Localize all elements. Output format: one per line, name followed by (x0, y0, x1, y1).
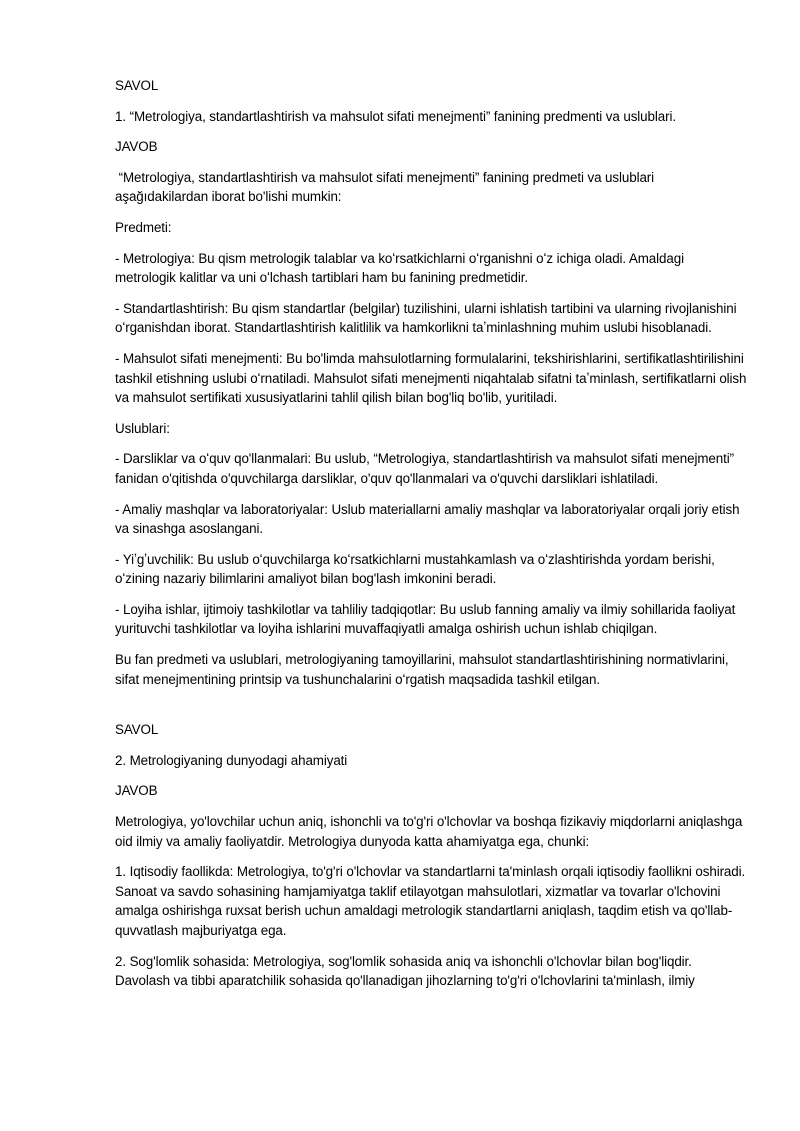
answer-paragraph: 2. Sog'lomlik sohasida: Metrologiya, sog'lomlik sohasida aniq va ishonchli o'lchovlar bilan bog'liqdir. Davolash va tibbi aparatchilik sohasida qo'llanadigan jihozlarning to'g'ri o'lchovlarini ta'minlash, ilmiy (115, 953, 695, 989)
answer-paragraph: Bu fan predmeti va uslublari, metrologiyaning tamoyillarini, mahsulot standartlashtirishining normativlarini, sifat menejmentining printsip va tushunchalarini oʻrgatish maqsadida tashkil etilgan. (115, 652, 729, 687)
answer-paragraph: “Metrologiya, standartlashtirish va mahsulot sifati menejmenti” fanining predmeti va uslublari aşağıdakilardan iborat bo'lishi mumkin: (115, 169, 658, 205)
answer-paragraph: Metrologiya, yo'lovchilar uchun aniq, ishonchli va to'g'ri o'lchovlar va boshqa fizikaviy miqdorlarni aniqlashga oid ilmiy va amaliy faoliyatdir. Metrologiya dunyoda katta ahamiyatga ega, chunki: (115, 814, 743, 849)
answer-paragraph: - Darsliklar va oʻquv qo'llanmalari: Bu uslub, “Metrologiya, standartlashtirish va mahsulot sifati menejmenti” fanidan o'qitishda o'quvchilarga darsliklar, o'quv qo'llanmalari va o'quvchi darsliklari ishlatiladi. (115, 451, 734, 486)
question-text: 1. “Metrologiya, standartlashtirish va mahsulot sifati menejmenti” fanining predmenti va uslublari. (115, 108, 676, 124)
question-text: 2. Metrologiyaning dunyodagi ahamiyati (115, 752, 348, 768)
savol-label: SAVOL (115, 722, 159, 738)
qa-section-1 (115, 76, 747, 689)
section-gap (115, 700, 747, 720)
answer-paragraph: - Yiʼgʼuvchilik: Bu uslub oʻquvchilarga koʻrsatkichlarni mustahkamlash va oʻzlashtirishda yordam berishi, oʻzining nazariy bilimlarini amaliyot bilan bog'lash imkonini beradi. (115, 551, 715, 587)
answer-paragraph: - Mahsulot sifati menejmenti: Bu bo'limda mahsulotlarning formulalarini, tekshirishlarini, sertifikatlashtirilishini tashkil etishning uslubi oʻrnatiladi. Mahsulot sifati menejmenti niqahtalab sifatni taʼminlash, sertifikatlarni olish va mahsulot sertifikati xususiyatlarini tahlil qilish bilan bog'liq bo'lib, yuritiladi. (115, 350, 747, 406)
answer-paragraph: - Metrologiya: Bu qism metrologik talablar va koʻrsatkichlarni oʻrganishni oʻz ichiga oladi. Amaldagi metrologik kalitlar va uni oʻlchash tartiblari ham bu fanining predmetidir. (115, 250, 684, 286)
document-body (115, 76, 747, 1002)
answer-paragraph: 1. Iqtisodiy faollikda: Metrologiya, to'g'ri o'lchovlar va standartlarni ta'minlash orqali iqtisodiy faollikni oshiradi. Sanoat va savdo sohasining hamjamiyatga taklif etilayotgan mahsulotlari, xizmatlar va tovarlar o'lchovini amalga oshirishga ruxsat berish uchun amaldagi metrologik standartlarni aniqlash, taqdim etish va qo'llab-quvvatlash majburiyatga ega. (115, 864, 746, 938)
qa-section-2 (115, 720, 747, 991)
javob-label: JAVOB (115, 783, 158, 799)
javob-label: JAVOB (115, 139, 158, 155)
answer-subheading: Uslublari: (115, 420, 170, 436)
answer-paragraph: - Standartlashtirish: Bu qism standartlar (belgilar) tuzilishini, ularni ishlatish tartibini va ularning rivojlanishini oʻrganishdan iborat. Standartlashtirish kalitlilik va hamkorlikni taʼminlashning muhim uslubi hisoblanadi. (115, 300, 737, 336)
answer-subheading: Predmeti: (115, 219, 172, 235)
answer-paragraph: - Amaliy mashqlar va laboratoriyalar: Uslub materiallarni amaliy mashqlar va laboratoriyalar orqali joriy etish va sinashga asoslangani. (115, 501, 740, 537)
savol-label: SAVOL (115, 78, 159, 93)
answer-paragraph: - Loyiha ishlar, ijtimoiy tashkilotlar va tahliliy tadqiqotlar: Bu uslub fanning amaliy va ilmiy sohillarida faoliyat yurituvchi tashkilotlar va loyiha ishlarini muvaffaqiyatli amalga oshirish uchun ishlab chiqilgan. (115, 601, 736, 637)
